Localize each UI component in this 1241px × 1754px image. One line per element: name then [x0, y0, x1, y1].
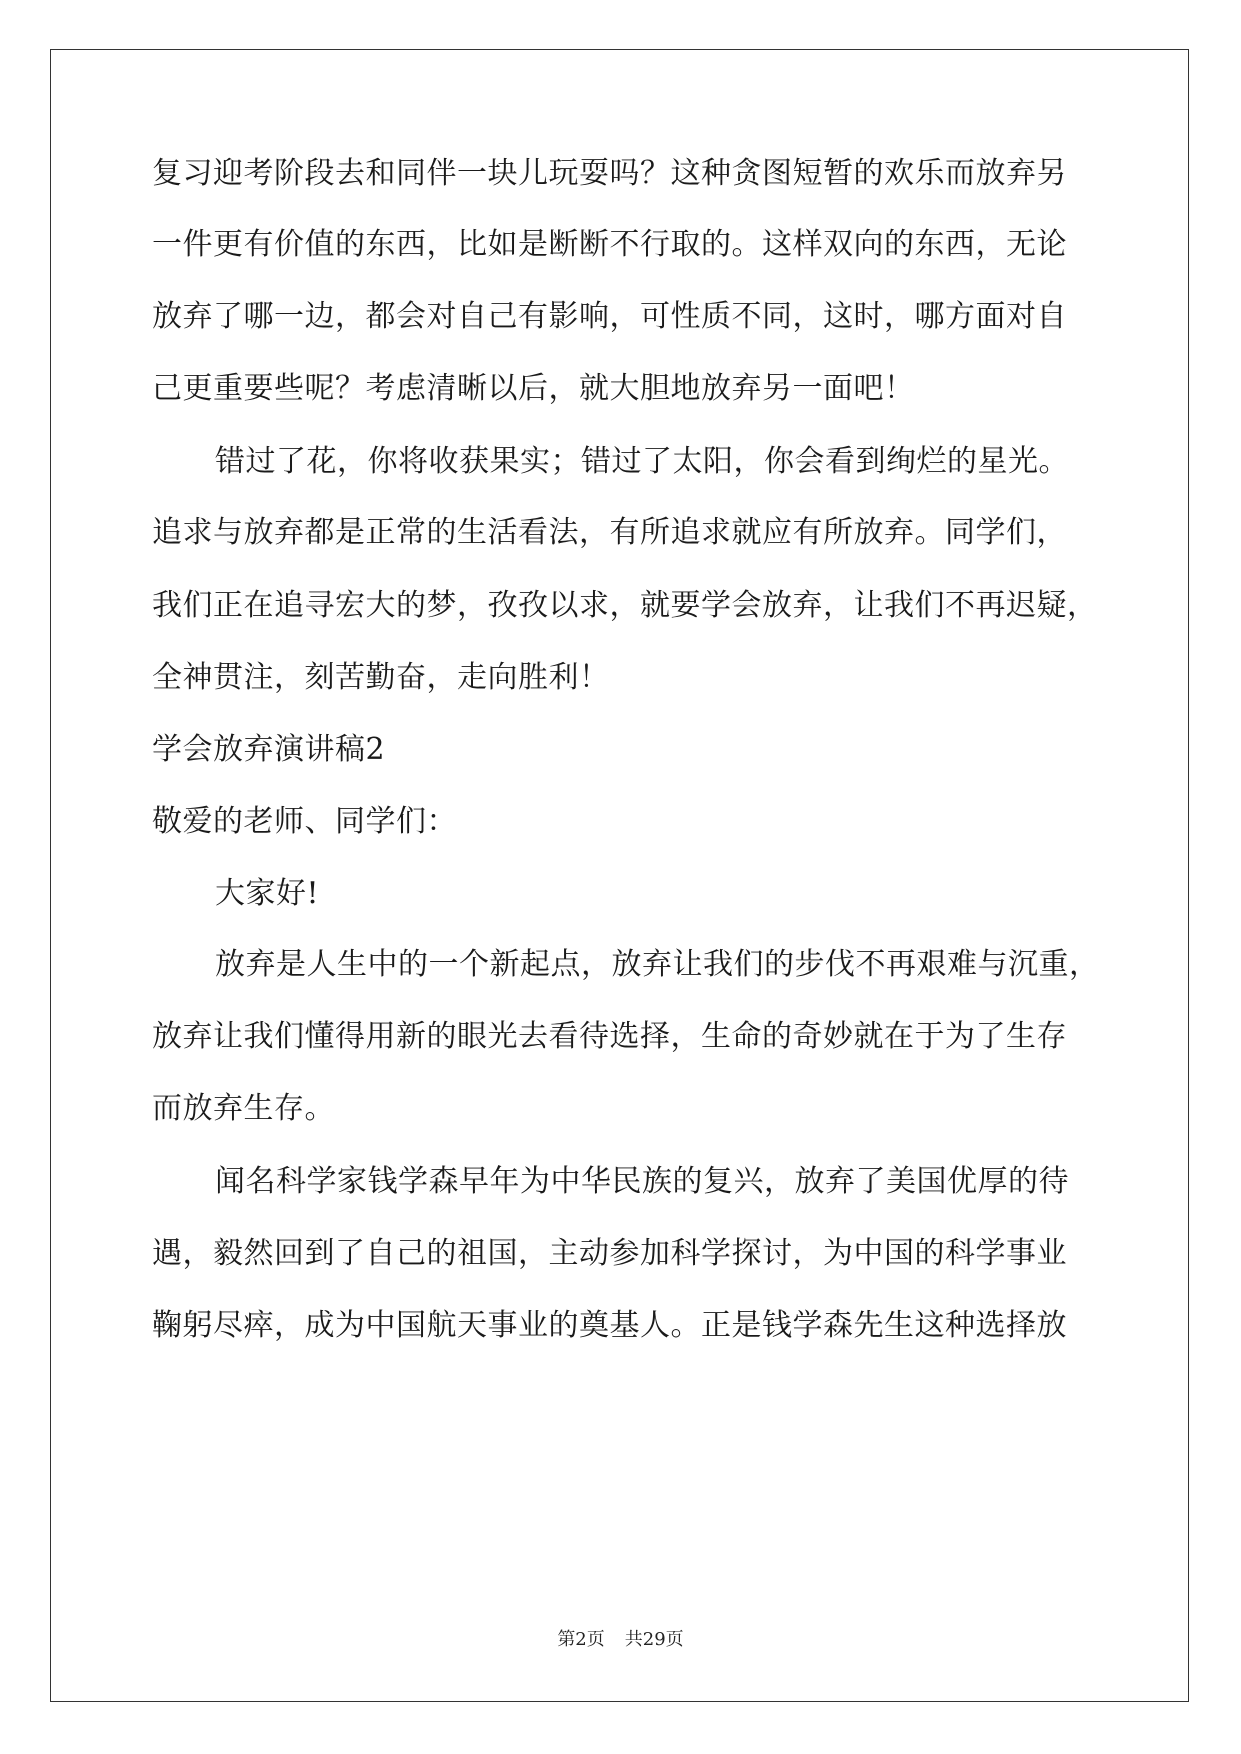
text-line: 放弃让我们懂得用新的眼光去看待选择，生命的奇妙就在于为了生存: [152, 1019, 1067, 1054]
text-line: 放弃了哪一边，都会对自己有影响，可性质不同，这时，哪方面对自: [152, 299, 1067, 334]
text-line: 鞠躬尽瘁，成为中国航天事业的奠基人。正是钱学森先生这种选择放: [152, 1308, 1067, 1343]
paragraph-start-line: 错过了花，你将收获果实；错过了太阳，你会看到绚烂的星光。: [215, 444, 1069, 479]
text-line: 复习迎考阶段去和同伴一块儿玩耍吗？这种贪图短暂的欢乐而放弃另: [152, 156, 1067, 191]
text-line: 我们正在追寻宏大的梦，孜孜以求，就要学会放弃，让我们不再迟疑，: [152, 588, 1098, 623]
text-line: 全神贯注，刻苦勤奋，走向胜利！: [152, 660, 610, 695]
paragraph-start-line: 放弃是人生中的一个新起点，放弃让我们的步伐不再艰难与沉重，: [215, 947, 1100, 982]
page-footer: [0, 1625, 1241, 1651]
text-line: 己更重要些呢？考虑清晰以后，就大胆地放弃另一面吧！: [152, 371, 915, 406]
text-line: 而放弃生存。: [152, 1091, 335, 1126]
paragraph-start-line: 闻名科学家钱学森早年为中华民族的复兴，放弃了美国优厚的待: [215, 1164, 1069, 1199]
text-line: 遇，毅然回到了自己的祖国，主动参加科学探讨，为中国的科学事业: [152, 1236, 1067, 1271]
salutation: 敬爱的老师、同学们：: [152, 804, 457, 839]
text-line: 一件更有价值的东西，比如是断断不行取的。这样双向的东西，无论: [152, 227, 1067, 262]
page-number: 第2页: [557, 1629, 605, 1650]
section-title: 学会放弃演讲稿2: [152, 732, 386, 767]
page-total: 共29页: [624, 1629, 684, 1650]
greeting: 大家好!: [215, 876, 320, 911]
text-line: 追求与放弃都是正常的生活看法，有所追求就应有所放弃。同学们，: [152, 515, 1067, 550]
